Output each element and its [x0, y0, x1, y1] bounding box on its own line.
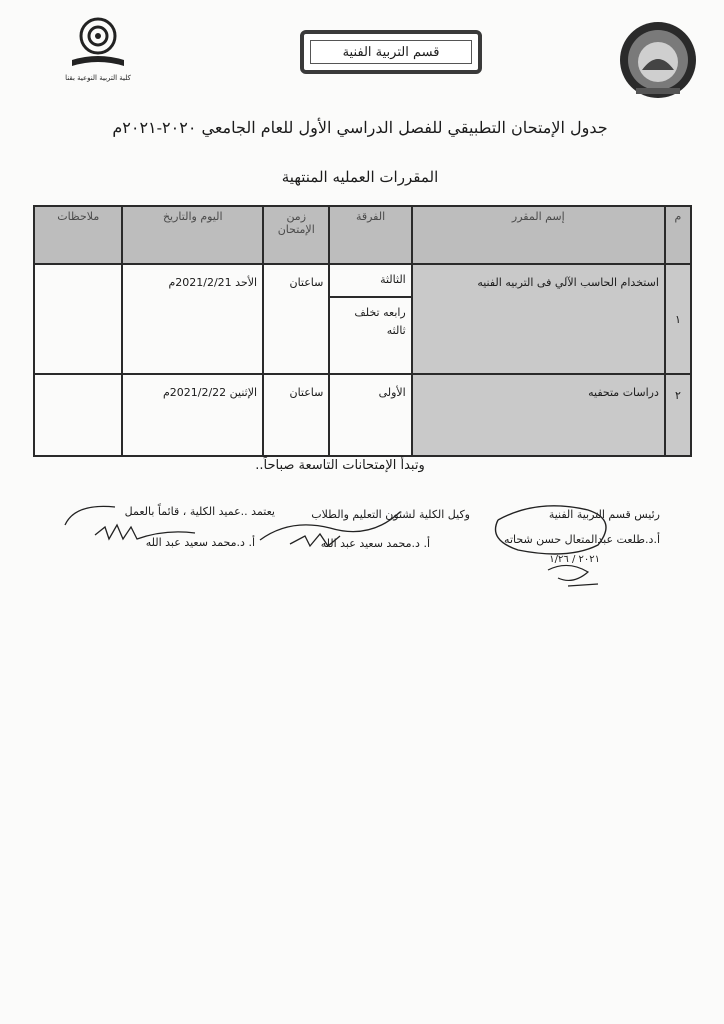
head-role: رئيس قسم التربية الفنية [548, 508, 660, 521]
dean-role: يعتمد ..عميد الكلية ، قائماً بالعمل [124, 505, 275, 518]
university-logo-left [58, 14, 138, 86]
table-header-row [34, 206, 691, 264]
vice-dean-signature-scribble [250, 500, 430, 560]
table-row [34, 264, 691, 374]
course-name-text: دراسات متحفيه [588, 386, 659, 399]
date-text: الإثنين 2021/2/22م [162, 386, 258, 399]
header-notes: ملاحظات [34, 206, 122, 264]
start-time-note: وتبدأ الإمتحانات التاسعة صباحاً.. [255, 458, 425, 473]
course-name [412, 374, 665, 456]
header-date: اليوم والتاريخ [122, 206, 263, 264]
dean-signature-scribble [55, 495, 255, 555]
date-cell [122, 264, 263, 374]
document-title: جدول الإمتحان التطبيقي للفصل الدراسي الأول للعام الجامعي ٢٠٢٠-٢٠٢١م [112, 118, 608, 137]
left-logo-caption: كلية التربية النوعية بقنا [65, 74, 131, 82]
head-name: أ.د.طلعت عبدالمتعال حسن شحاته [504, 533, 660, 546]
table-row [34, 374, 691, 456]
header-no: م [665, 206, 691, 264]
head-signature-scribble [478, 500, 638, 600]
department-box [300, 30, 482, 74]
duration-text: ساعتان [289, 386, 324, 399]
row-number: ١ [665, 264, 691, 374]
exam-schedule-table [33, 205, 692, 457]
university-logo-right [612, 18, 704, 102]
department-label: قسم التربية الفنية [310, 40, 472, 64]
header-course: إسم المقرر [412, 206, 665, 264]
course-name [412, 264, 665, 374]
notes-cell [34, 264, 122, 374]
duration-text: ساعتان [289, 276, 324, 289]
date-text: الأحد 2021/2/21م [168, 276, 258, 289]
vice-dean-role: وكيل الكلية لشئون التعليم والطلاب [311, 508, 470, 521]
year-secondary: رابعه تخلف ثالثه [354, 306, 406, 337]
course-name-text: استخدام الحاسب الآلي فى التربيه الفنيه [477, 276, 659, 289]
date-cell [122, 374, 263, 456]
head-date: ٢٠٢١ / ١/٢٦ [549, 554, 600, 565]
header-duration: زمن الإمتحان [263, 206, 329, 264]
year-primary: الأولى [378, 386, 406, 399]
row-number: ٢ [665, 374, 691, 456]
notes-cell [34, 374, 122, 456]
document-subtitle: المقررات العمليه المنتهية [281, 168, 439, 186]
year-primary: الثالثة [330, 265, 410, 298]
duration-cell [263, 264, 329, 374]
duration-cell [263, 374, 329, 456]
vice-dean-name: أ. د.محمد سعيد عبد الله [320, 537, 430, 550]
header-year: الفرقة [329, 206, 411, 264]
year-cell [329, 264, 411, 374]
year-cell [329, 374, 411, 456]
dean-name: أ. د.محمد سعيد عبد الله [145, 536, 255, 549]
